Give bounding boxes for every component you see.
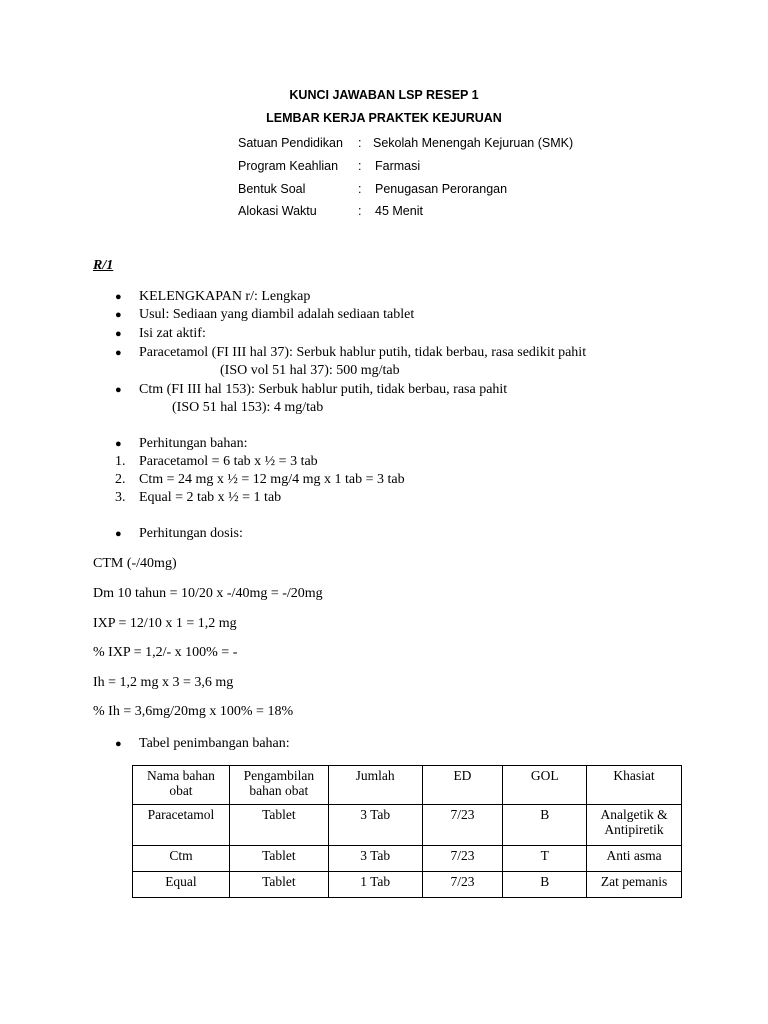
info-label: Program Keahlian [238,159,339,173]
column-header: Nama bahan obat [133,766,230,805]
dosis-line: Dm 10 tahun = 10/20 x -/40mg = -/20mg [93,586,323,601]
list-item [115,307,715,324]
list-item-text: KELENGKAPAN r/: Lengkap [139,289,311,304]
section-label: R/1 [93,258,114,273]
perhitungan-bahan-heading: Perhitungan bahan: [139,436,248,451]
info-value: Penugasan Perorangan [375,182,508,196]
table-cell: B [503,805,587,846]
info-row-bentuk [238,182,598,198]
bullet-icon: ● [115,291,122,303]
table-cell: Ctm [133,846,230,872]
item-text: Ctm = 24 mg x ½ = 12 mg/4 mg x 1 tab = 3 tab [139,472,405,487]
list-item-text: Usul: Sediaan yang diambil adalah sediaan tablet [139,307,415,322]
bullet-icon: ● [115,528,122,540]
item-text: Equal = 2 tab x ½ = 1 tab [139,490,282,505]
table-row [133,805,682,846]
list-item [115,382,715,399]
dosis-line: CTM (-/40mg) [93,556,177,571]
document-title: KUNCI JAWABAN LSP RESEP 1 [289,88,479,102]
list-item [115,436,715,453]
info-row-program [238,159,598,175]
list-item [115,526,715,543]
numbered-item [115,490,715,507]
item-text: Paracetamol = 6 tab x ½ = 3 tab [139,454,318,469]
dosis-line: % Ih = 3,6mg/20mg x 100% = 18% [93,704,294,719]
column-header: GOL [503,766,587,805]
bullet-icon: ● [115,438,122,450]
info-value: Sekolah Menengah Kejuruan (SMK) [373,136,574,150]
info-colon: : [358,159,362,173]
table-cell: Paracetamol [133,805,230,846]
table-cell: Zat pemanis [587,872,682,898]
list-item [115,736,715,753]
penimbangan-table [132,765,682,898]
list-item [115,326,715,343]
perhitungan-dosis-heading: Perhitungan dosis: [139,526,243,541]
table-cell: 7/23 [422,872,503,898]
table-cell: 3 Tab [328,846,422,872]
info-row-satuan [238,136,598,152]
info-value: 45 Menit [375,204,423,218]
info-label: Satuan Pendidikan [238,136,343,150]
column-header: Khasiat [587,766,682,805]
table-cell: 1 Tab [328,872,422,898]
column-header: Jumlah [328,766,422,805]
table-cell: Analgetik & Antipiretik [587,805,682,846]
table-cell: 3 Tab [328,805,422,846]
table-cell: T [503,846,587,872]
ctm-iso-note: (ISO 51 hal 153): 4 mg/tab [172,400,324,415]
list-item-text: Paracetamol (FI III hal 37): Serbuk hablur putih, tidak berbau, rasa sedikit pahit [139,345,587,360]
dosis-line: IXP = 12/10 x 1 = 1,2 mg [93,616,237,631]
info-value: Farmasi [375,159,421,173]
table-header-row [133,766,682,805]
list-item [115,289,715,306]
item-number: 1. [115,454,126,469]
list-item [115,345,735,362]
list-item-text: Isi zat aktif: [139,326,206,341]
table-cell: 7/23 [422,805,503,846]
info-colon: : [358,204,362,218]
bullet-icon: ● [115,328,122,340]
info-colon: : [358,136,362,150]
table-row [133,846,682,872]
bullet-icon: ● [115,309,122,321]
numbered-item [115,472,715,489]
column-header: ED [422,766,503,805]
document-subtitle: LEMBAR KERJA PRAKTEK KEJURUAN [266,111,502,125]
list-item-text: Ctm (FI III hal 153): Serbuk hablur putih, tidak berbau, rasa pahit [139,382,508,397]
table-cell: Anti asma [587,846,682,872]
dosis-line: % IXP = 1,2/- x 100% = - [93,645,238,660]
paracetamol-iso-note: (ISO vol 51 hal 37): 500 mg/tab [220,363,400,378]
table-cell: Equal [133,872,230,898]
table-cell: Tablet [229,805,328,846]
info-row-alokasi [238,204,598,220]
table-cell: Tablet [229,846,328,872]
table-row [133,872,682,898]
bullet-icon: ● [115,384,122,396]
numbered-item [115,454,715,471]
table-cell: B [503,872,587,898]
info-colon: : [358,182,362,196]
table-cell: 7/23 [422,846,503,872]
info-label: Alokasi Waktu [238,204,317,218]
tabel-heading: Tabel penimbangan bahan: [139,736,290,751]
bullet-icon: ● [115,347,122,359]
item-number: 2. [115,472,126,487]
dosis-line: Ih = 1,2 mg x 3 = 3,6 mg [93,675,234,690]
bullet-icon: ● [115,738,122,750]
column-header: Pengambilan bahan obat [229,766,328,805]
table-cell: Tablet [229,872,328,898]
item-number: 3. [115,490,126,505]
info-label: Bentuk Soal [238,182,306,196]
